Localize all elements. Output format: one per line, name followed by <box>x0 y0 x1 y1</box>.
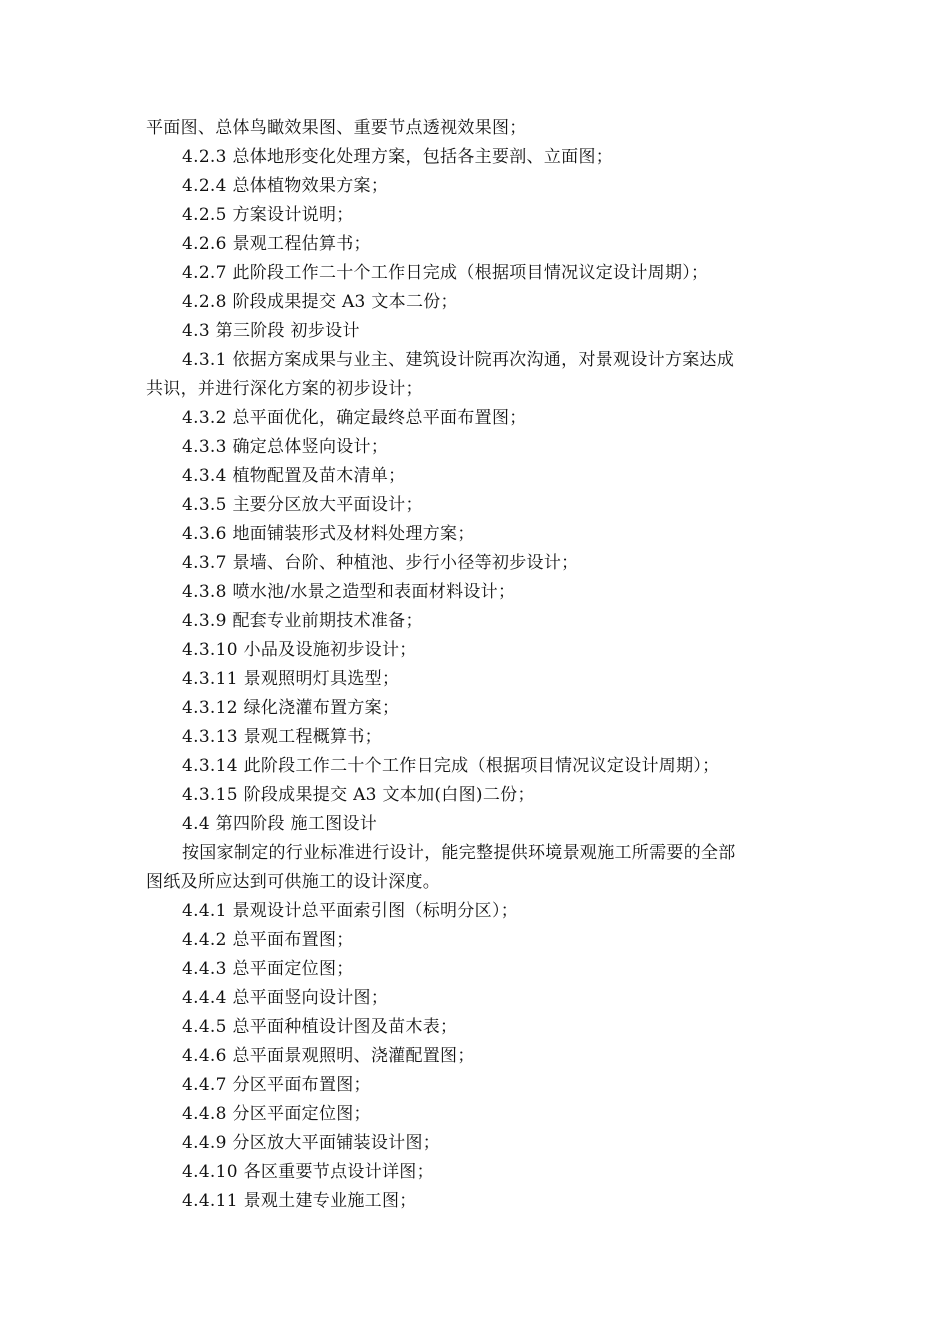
list-item: 4.3.12 绿化浇灌布置方案； <box>182 698 400 718</box>
list-item: 4.4.5 总平面种植设计图及苗木表； <box>182 1017 458 1037</box>
list-item: 4.4.10 各区重要节点设计详图； <box>182 1162 434 1182</box>
text-line: 共识，并进行深化方案的初步设计； <box>146 379 423 399</box>
list-item: 4.4.4 总平面竖向设计图； <box>182 988 389 1008</box>
list-item: 4.4.3 总平面定位图； <box>182 959 354 979</box>
text-line: 图纸及所应达到可供施工的设计深度。 <box>146 872 441 892</box>
list-item: 4.3.9 配套专业前期技术准备； <box>182 611 423 631</box>
list-item: 4.3.15 阶段成果提交 A3 文本加(白图)二份； <box>182 785 535 805</box>
list-item: 4.3.4 植物配置及苗木清单； <box>182 466 406 486</box>
list-item: 4.3.14 此阶段工作二十个工作日完成（根据项目情况议定设计周期）； <box>182 756 720 776</box>
list-item: 4.3.8 喷水池/水景之造型和表面材料设计； <box>182 582 516 602</box>
list-item: 4.4.1 景观设计总平面索引图（标明分区）； <box>182 901 519 921</box>
list-item: 4.3.6 地面铺装形式及材料处理方案； <box>182 524 475 544</box>
list-item: 4.3.7 景墙、台阶、种植池、步行小径等初步设计； <box>182 553 579 573</box>
text-line: 平面图、总体鸟瞰效果图、重要节点透视效果图； <box>146 118 527 138</box>
list-item: 4.4.9 分区放大平面铺装设计图； <box>182 1133 441 1153</box>
document-body <box>0 114 950 1216</box>
section-heading: 4.4 第四阶段 施工图设计 <box>182 814 378 834</box>
list-item: 4.3.5 主要分区放大平面设计； <box>182 495 423 515</box>
list-item: 4.2.4 总体植物效果方案； <box>182 176 389 196</box>
list-item: 4.4.6 总平面景观照明、浇灌配置图； <box>182 1046 475 1066</box>
list-item: 4.3.2 总平面优化，确定最终总平面布置图； <box>182 408 527 428</box>
list-item: 4.3.1 依据方案成果与业主、建筑设计院再次沟通，对景观设计方案达成 <box>182 350 735 370</box>
list-item: 4.3.13 景观工程概算书； <box>182 727 382 747</box>
paragraph-line: 按国家制定的行业标准进行设计，能完整提供环境景观施工所需要的全部 <box>182 843 736 863</box>
list-item: 4.2.6 景观工程估算书； <box>182 234 371 254</box>
list-item: 4.2.5 方案设计说明； <box>182 205 354 225</box>
list-item: 4.4.8 分区平面定位图； <box>182 1104 371 1124</box>
section-heading: 4.3 第三阶段 初步设计 <box>182 321 360 341</box>
list-item: 4.2.8 阶段成果提交 A3 文本二份； <box>182 292 458 312</box>
list-item: 4.4.7 分区平面布置图； <box>182 1075 371 1095</box>
list-item: 4.2.3 总体地形变化处理方案，包括各主要剖、立面图； <box>182 147 614 167</box>
list-item: 4.3.11 景观照明灯具选型； <box>182 669 400 689</box>
list-item: 4.4.11 景观土建专业施工图； <box>182 1191 417 1211</box>
list-item: 4.3.3 确定总体竖向设计； <box>182 437 389 457</box>
list-item: 4.3.10 小品及设施初步设计； <box>182 640 417 660</box>
list-item: 4.4.2 总平面布置图； <box>182 930 354 950</box>
list-item: 4.2.7 此阶段工作二十个工作日完成（根据项目情况议定设计周期）； <box>182 263 709 283</box>
